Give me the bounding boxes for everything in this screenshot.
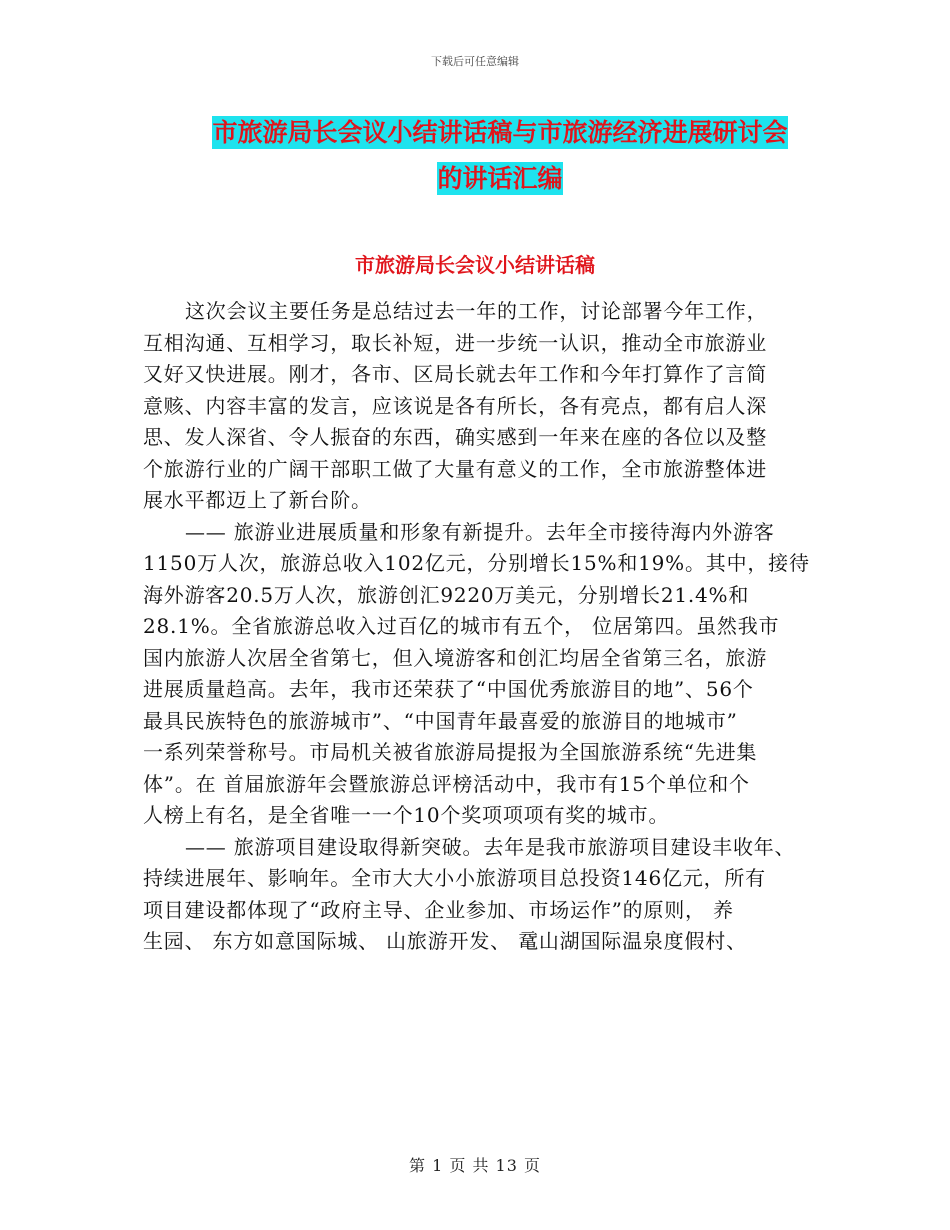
paragraph-line: 项目建设都体现了“政府主导、企业参加、市场运作”的原则， 养 xyxy=(143,897,734,922)
document-title xyxy=(140,110,860,202)
paragraph-line: 持续进展年、影响年。全市大大小小旅游项目总投资146亿元，所有 xyxy=(143,866,766,890)
paragraph-line: 体”。在 首届旅游年会暨旅游总评榜活动中，我市有15个单位和个 xyxy=(143,771,750,796)
paragraph-line: 展水平都迈上了新台阶。 xyxy=(143,488,372,512)
paragraph-line: 海外游客20.5万人次，旅游创汇9220万美元，分别增长21.4%和 xyxy=(143,582,750,607)
paragraph-line: 进展质量趋高。去年，我市还荣获了“中国优秀旅游目的地”、56个 xyxy=(143,677,754,701)
body-text xyxy=(143,296,828,958)
paragraph-line: —— 旅游业进展质量和形象有新提升。去年全市接待海内外游客 xyxy=(185,519,775,544)
section-title: 市旅游局长会议小结讲话稿 xyxy=(355,253,595,277)
page-header-note: 下载后可任意编辑 xyxy=(431,55,519,68)
paragraph-line: 个旅游行业的广阔干部职工做了大量有意义的工作，全市旅游整体进 xyxy=(143,456,767,481)
page-number: 第 1 页 共 13 页 xyxy=(409,1156,541,1175)
paragraph-line: 1150万人次，旅游总收入102亿元，分别增长15%和19%。其中，接待 xyxy=(143,551,810,575)
paragraph-line: 思、发人深省、令人振奋的东西，确实感到一年来在座的各位以及整 xyxy=(143,425,767,449)
paragraph-line: 生园、 东方如意国际城、 山旅游开发、 鼋山湖国际温泉度假村、 xyxy=(143,929,747,953)
paragraph-line: 意赅、内容丰富的发言，应该说是各有所长，各有亮点，都有启人深 xyxy=(143,393,767,418)
document-title-line-1: 市旅游局长会议小结讲话稿与市旅游经济进展研讨会 xyxy=(212,118,788,147)
paragraph-line: 最具民族特色的旅游城市”、“中国青年最喜爱的旅游目的地城市” xyxy=(143,708,738,733)
paragraph-line: —— 旅游项目建设取得新突破。去年是我市旅游项目建设丰收年、 xyxy=(185,834,796,859)
paragraph-line: 人榜上有名，是全省唯一一个10个奖项项项有奖的城市。 xyxy=(143,803,670,827)
paragraph-line: 互相沟通、互相学习，取长补短，进一步统一认识，推动全市旅游业 xyxy=(143,330,767,355)
paragraph-line: 28.1%。全省旅游总收入过百亿的城市有五个， 位居第四。虽然我市 xyxy=(143,614,780,638)
paragraph-line: 又好又快进展。刚才，各市、区局长就去年工作和今年打算作了言简 xyxy=(143,362,767,386)
paragraph-line: 这次会议主要任务是总结过去一年的工作，讨论部署今年工作， xyxy=(185,299,768,323)
paragraph-line: 一系列荣誉称号。市局机关被省旅游局提报为全国旅游系统“先进集 xyxy=(143,740,758,764)
document-title-line-2: 的讲话汇编 xyxy=(437,164,563,193)
paragraph-line: 国内旅游人次居全省第七，但入境游客和创汇均居全省第三名，旅游 xyxy=(143,645,767,670)
